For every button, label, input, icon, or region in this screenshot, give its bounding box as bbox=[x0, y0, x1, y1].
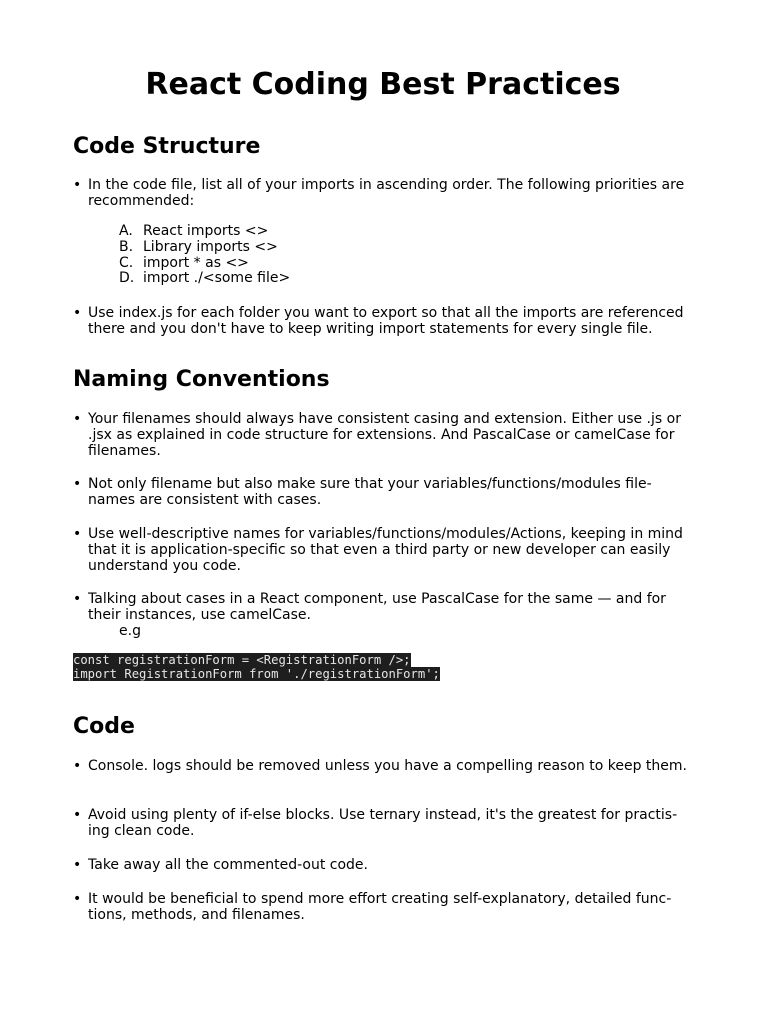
sublist-marker: A. bbox=[119, 223, 133, 239]
bullet-icon: • bbox=[73, 891, 82, 907]
code-block bbox=[73, 653, 440, 681]
list-item bbox=[73, 177, 698, 209]
list-item bbox=[73, 591, 698, 623]
sublist-text: import * as <> bbox=[143, 254, 249, 271]
list-item-text: Avoid using plenty of if-else blocks. Use ternary instead, it's the greatest for practis-ing clean code. bbox=[88, 807, 678, 839]
list-item bbox=[73, 476, 698, 508]
list-item-text: In the code file, list all of your imports in ascending order. The following priorities are recommended: bbox=[88, 177, 685, 209]
list-item-text: Talking about cases in a React component, use PascalCase for the same — and for their instances, use camelCase. bbox=[88, 591, 666, 623]
list-item bbox=[73, 526, 698, 574]
bullet-icon: • bbox=[73, 411, 82, 427]
section-heading-naming-conventions: Naming Conventions bbox=[73, 367, 330, 392]
bullet-icon: • bbox=[73, 807, 82, 823]
sublist-text: import ./<some file> bbox=[143, 270, 291, 287]
bullet-icon: • bbox=[73, 857, 82, 873]
list-item bbox=[73, 891, 698, 923]
list-item-text: Use well-descriptive names for variables/functions/modules/Actions, keeping in mind that it is application-specific so that even a third party or new developer can easily understand you code. bbox=[88, 526, 683, 574]
code-line: import RegistrationForm from './registrationForm'; bbox=[73, 667, 440, 681]
list-item-text: Console. logs should be removed unless you have a compelling reason to keep them. bbox=[88, 758, 687, 774]
sublist-marker: B. bbox=[119, 238, 134, 255]
list-item bbox=[73, 857, 698, 873]
code-line: const registrationForm = <RegistrationForm />; bbox=[73, 653, 411, 667]
section-heading-code-structure: Code Structure bbox=[73, 134, 261, 159]
document-title: React Coding Best Practices bbox=[145, 67, 621, 102]
sublist-marker: C. bbox=[119, 254, 134, 271]
list-item bbox=[73, 305, 698, 337]
list-item-text: Not only filename but also make sure that your variables/functions/modules file-names are consistent with cases. bbox=[88, 476, 652, 508]
bullet-icon: • bbox=[73, 177, 82, 193]
sublist-marker: D. bbox=[119, 270, 135, 287]
example-label: e.g bbox=[119, 623, 141, 639]
sublist-text: React imports <> bbox=[143, 223, 269, 239]
list-item-text: Take away all the commented-out code. bbox=[88, 857, 368, 873]
bullet-icon: • bbox=[73, 476, 82, 492]
list-item-text: It would be beneficial to spend more effort creating self-explanatory, detailed func-tions, methods, and filenames. bbox=[88, 891, 672, 923]
list-item bbox=[73, 758, 698, 774]
list-item-text: Your filenames should always have consistent casing and extension. Either use .js or .jsx as explained in code structure for extensions. And PascalCase or camelCase for filenames. bbox=[88, 411, 681, 459]
list-item bbox=[73, 411, 698, 459]
list-item bbox=[73, 807, 698, 839]
section-heading-code: Code bbox=[73, 714, 135, 739]
bullet-icon: • bbox=[73, 591, 82, 607]
sublist-text: Library imports <> bbox=[143, 238, 278, 255]
bullet-icon: • bbox=[73, 758, 82, 774]
bullet-icon: • bbox=[73, 305, 82, 321]
list-item-text: Use index.js for each folder you want to export so that all the imports are referenced there and you don't have to keep writing import statements for every single file. bbox=[88, 305, 684, 337]
bullet-icon: • bbox=[73, 526, 82, 542]
